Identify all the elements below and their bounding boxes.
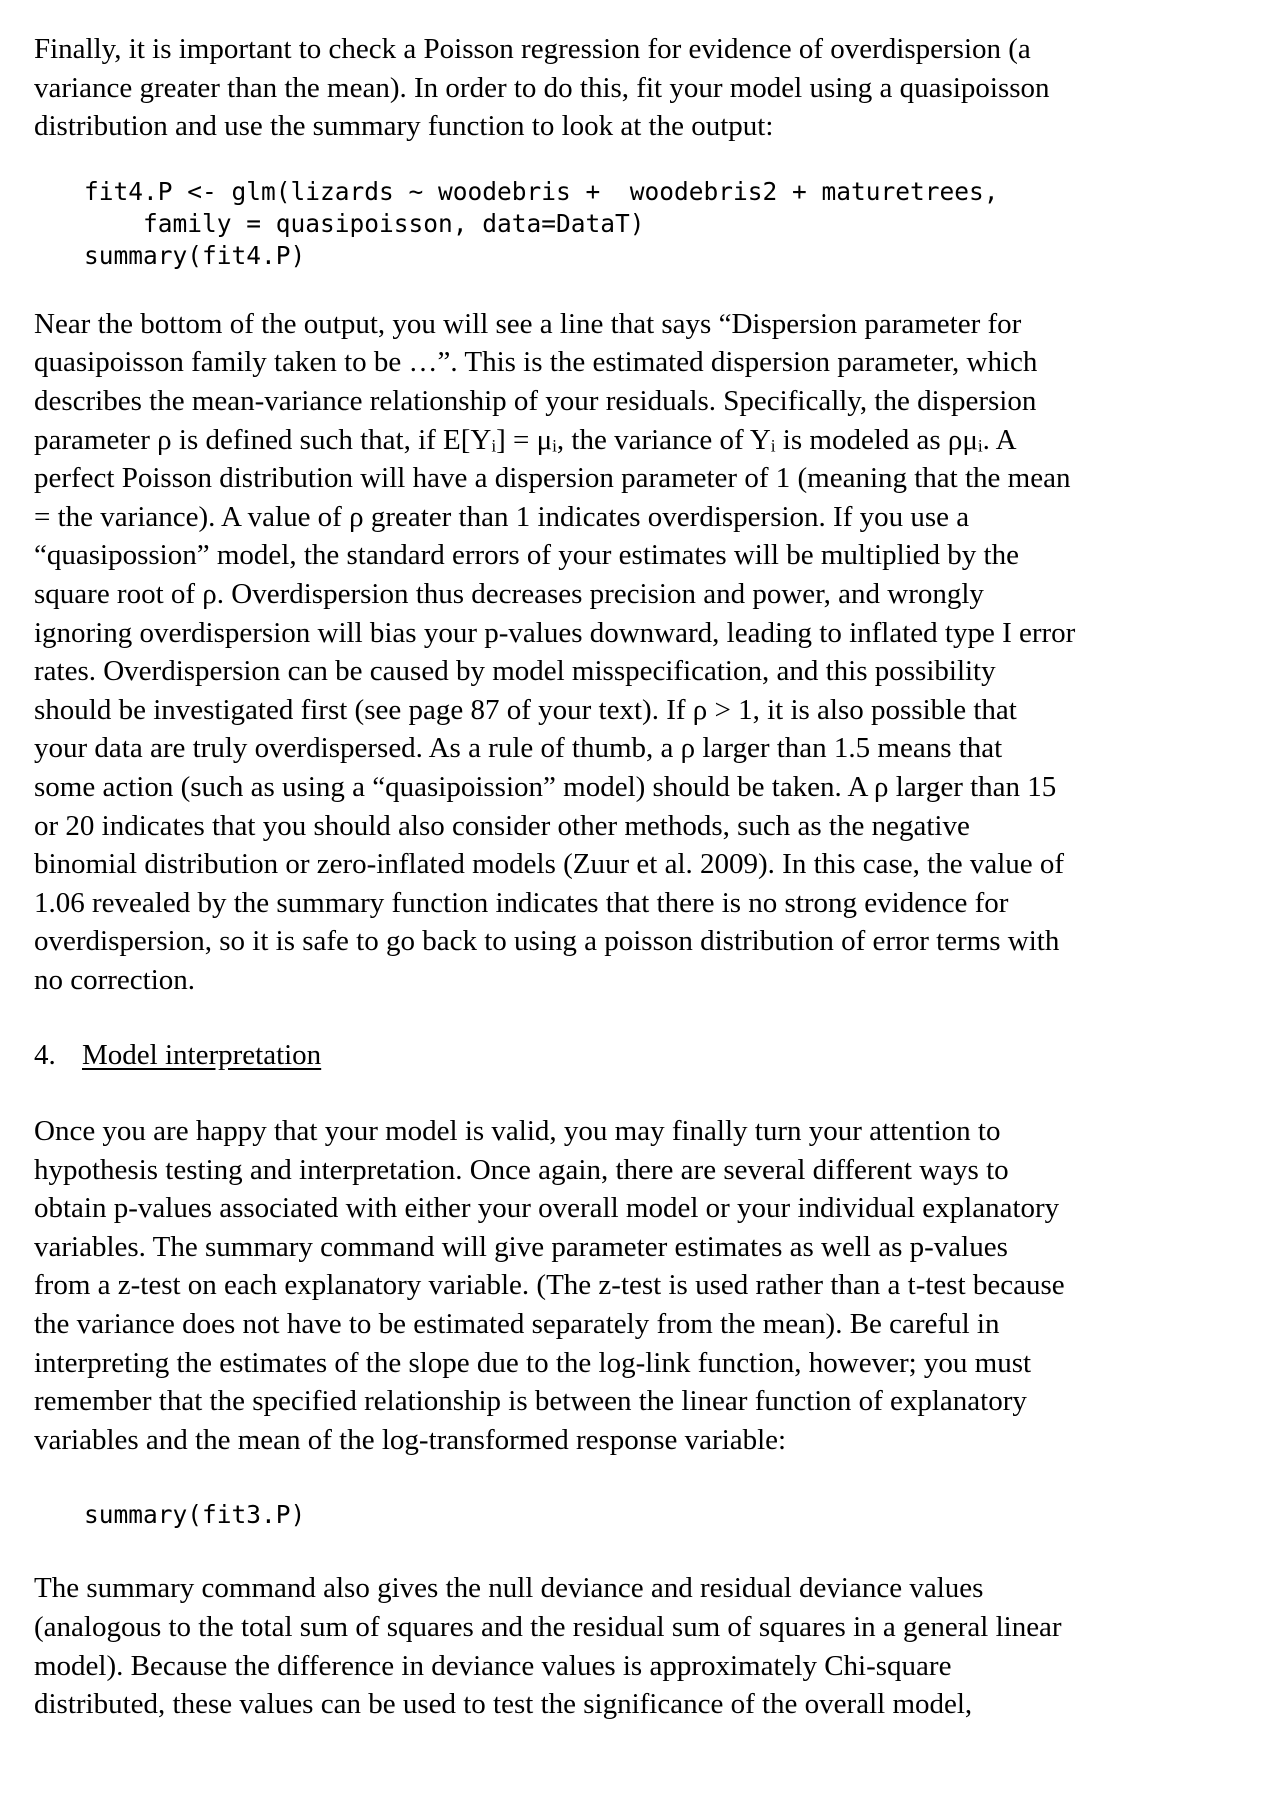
- text-line: hypothesis testing and interpretation. Once again, there are several different ways to: [34, 1153, 1009, 1186]
- document-page: [34, 30, 1254, 1724]
- text-line: no correction.: [34, 963, 196, 996]
- paragraph-overdispersion-intro: [34, 30, 1254, 146]
- text-line: The summary command also gives the null deviance and residual deviance values: [34, 1572, 984, 1605]
- text-line: parameter ρ is defined such that, if E[Yᵢ] = μᵢ, the variance of Yᵢ is modeled as ρμᵢ. A: [34, 423, 1017, 456]
- code-line: summary(fit4.P): [84, 240, 306, 270]
- text-line: 1.06 revealed by the summary function indicates that there is no strong evidence for: [34, 886, 1009, 919]
- text-line: Once you are happy that your model is valid, you may finally turn your attention to: [34, 1115, 1001, 1148]
- text-line: variance greater than the mean). In order to do this, fit your model using a quasipoisson: [34, 71, 1050, 104]
- text-line: your data are truly overdispersed. As a rule of thumb, a ρ larger than 1.5 means that: [34, 732, 1003, 765]
- text-line: distributed, these values can be used to test the significance of the overall model,: [34, 1688, 973, 1721]
- text-line: quasipoisson family taken to be …”. This is the estimated dispersion parameter, which: [34, 346, 1038, 379]
- text-line: distribution and use the summary function to look at the output:: [34, 110, 774, 143]
- text-line: some action (such as using a “quasipoission” model) should be taken. A ρ larger than 15: [34, 770, 1057, 803]
- text-line: should be investigated first (see page 87 of your text). If ρ > 1, it is also possible that: [34, 693, 1017, 726]
- text-line: interpreting the estimates of the slope due to the log-link function, however; you must: [34, 1346, 1032, 1379]
- code-block-fit4: [34, 176, 1254, 272]
- text-line: perfect Poisson distribution will have a dispersion parameter of 1 (meaning that the mean: [34, 462, 1071, 495]
- text-line: square root of ρ. Overdispersion thus decreases precision and power, and wrongly: [34, 577, 984, 610]
- text-line: ignoring overdispersion will bias your p-values downward, leading to inflated type I error: [34, 616, 1076, 649]
- text-line: or 20 indicates that you should also consider other methods, such as the negative: [34, 809, 970, 842]
- paragraph-dispersion-parameter: [34, 305, 1254, 1000]
- text-line: “quasipossion” model, the standard errors of your estimates will be multiplied by the: [34, 539, 1019, 572]
- text-line: = the variance). A value of ρ greater than 1 indicates overdispersion. If you use a: [34, 500, 970, 533]
- code-line: family = quasipoisson, data=DataT): [84, 208, 645, 238]
- text-line: rates. Overdispersion can be caused by model misspecification, and this possibility: [34, 655, 996, 688]
- text-line: Near the bottom of the output, you will see a line that says “Dispersion parameter for: [34, 307, 1022, 340]
- text-line: obtain p-values associated with either your overall model or your individual explanatory: [34, 1192, 1060, 1225]
- text-line: variables. The summary command will give parameter estimates as well as p-values: [34, 1230, 1008, 1263]
- text-line: Finally, it is important to check a Poisson regression for evidence of overdispersion (a: [34, 33, 1031, 65]
- section-title: Model interpretation: [82, 1039, 322, 1072]
- code-line: fit4.P <- glm(lizards ~ woodebris + woodebris2 + maturetrees,: [84, 176, 999, 206]
- text-line: variables and the mean of the log-transformed response variable:: [34, 1423, 787, 1456]
- text-line: model). Because the difference in deviance values is approximately Chi-square: [34, 1649, 952, 1682]
- text-line: from a z-test on each explanatory variable. (The z-test is used rather than a t-test because: [34, 1269, 1065, 1302]
- paragraph-deviance: [34, 1569, 1254, 1723]
- section-heading: [34, 1036, 1254, 1075]
- text-line: the variance does not have to be estimated separately from the mean). Be careful in: [34, 1308, 1000, 1341]
- text-line: binomial distribution or zero-inflated models (Zuur et al. 2009). In this case, the value of: [34, 848, 1065, 881]
- text-line: overdispersion, so it is safe to go back to using a poisson distribution of error terms with: [34, 925, 1060, 958]
- text-line: remember that the specified relationship is between the linear function of explanatory: [34, 1385, 1027, 1418]
- code-block-summary: [34, 1499, 1254, 1531]
- code-line: summary(fit3.P): [84, 1500, 306, 1530]
- paragraph-model-interpretation: [34, 1112, 1254, 1459]
- section-number: 4.: [34, 1039, 56, 1072]
- text-line: (analogous to the total sum of squares and the residual sum of squares in a general linear: [34, 1611, 1062, 1643]
- text-line: describes the mean-variance relationship of your residuals. Specifically, the dispersion: [34, 384, 1037, 417]
